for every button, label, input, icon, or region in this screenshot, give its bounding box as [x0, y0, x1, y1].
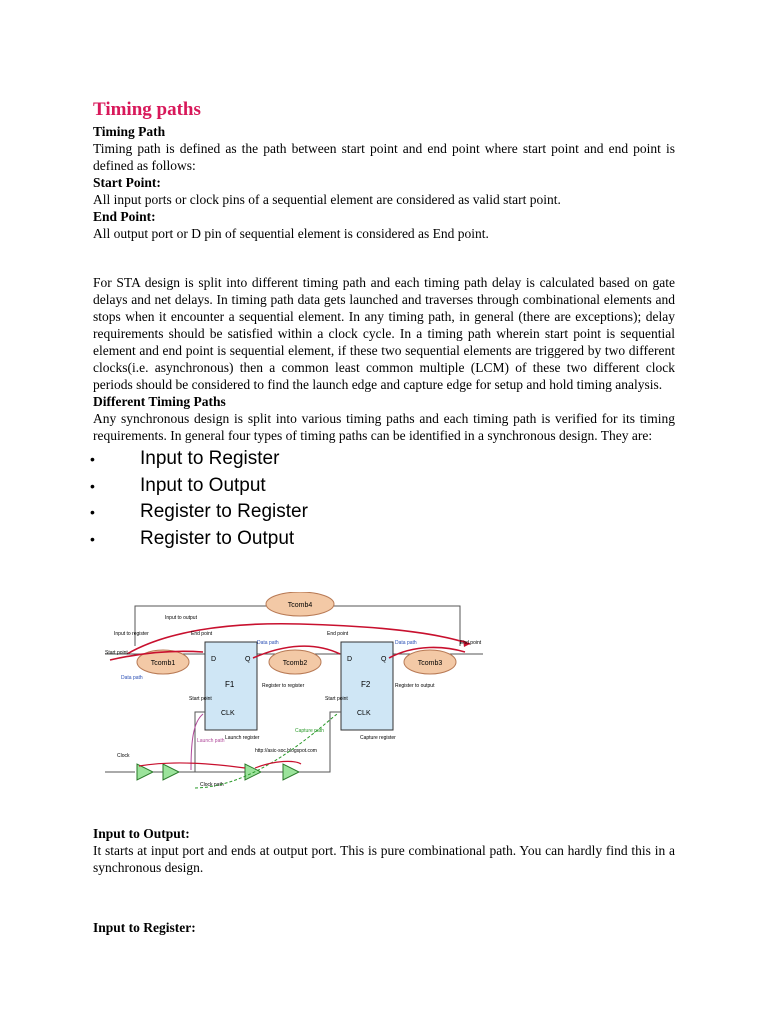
- input-to-register-heading: Input to Register:: [93, 920, 196, 935]
- list-item-label: Register to Register: [140, 501, 308, 522]
- source-url: http://asic-soc.blogspot.com: [255, 748, 317, 754]
- bullet-icon: •: [90, 530, 95, 547]
- timing-path-heading: Timing Path: [93, 124, 166, 139]
- tcomb4-label: Tcomb4: [287, 602, 313, 609]
- end-point-label-3: End point: [460, 640, 482, 646]
- timing-paths-diagram: [105, 592, 483, 792]
- input-to-register-section: [93, 919, 675, 936]
- timing-path-types-list: [90, 446, 675, 552]
- capture-register-label: Capture register: [360, 735, 396, 741]
- different-timing-paths-heading: Different Timing Paths: [93, 394, 226, 409]
- buffer-icon: [163, 764, 179, 780]
- start-point-label-1: Start point: [105, 650, 128, 656]
- end-point-heading: End Point:: [93, 209, 156, 224]
- f1-d-label: D: [211, 656, 217, 663]
- list-item: [90, 499, 675, 526]
- tcomb3-label: Tcomb3: [417, 660, 443, 667]
- bullet-icon: •: [90, 451, 95, 467]
- bullet-icon: •: [90, 477, 95, 494]
- tcomb1-label: Tcomb1: [150, 660, 176, 667]
- timing-path-text: Timing path is defined as the path between start point and end point where start point and end point is defined as follows:: [93, 141, 675, 173]
- data-path-label-2: Data path: [257, 640, 279, 646]
- data-path-label-3: Data path: [395, 640, 417, 646]
- register-to-register-label: Register to register: [262, 683, 305, 689]
- start-point-label-3: Start point: [325, 696, 348, 702]
- capture-path-label: Capture path: [295, 728, 324, 734]
- data-path-label-1: Data path: [121, 675, 143, 681]
- tcomb2-label: Tcomb2: [282, 660, 308, 667]
- document-page: [90, 98, 675, 552]
- list-item-label: Register to Output: [140, 527, 295, 549]
- launch-path-label: Launch path: [197, 738, 225, 744]
- start-point-text: All input ports or clock pins of a sequential element are considered as valid start point.: [93, 192, 561, 207]
- list-item-label: Input to Register: [140, 448, 280, 469]
- launch-register-label: Launch register: [225, 735, 260, 741]
- buffer-icon: [283, 764, 299, 780]
- end-point-label-2: End point: [327, 631, 349, 637]
- f2-label: F2: [361, 680, 371, 689]
- clock-path-label: Clock path: [200, 782, 224, 788]
- input-to-output-label: Input to output: [165, 615, 197, 621]
- f1-clk-label: CLK: [221, 710, 235, 717]
- f2-d-label: D: [347, 656, 353, 663]
- input-to-output-heading: Input to Output:: [93, 826, 190, 841]
- input-to-output-text: It starts at input port and ends at output port. This is pure combinational path. You can hardly find this in a synchronous design.: [93, 843, 675, 875]
- f1-q-label: Q: [245, 656, 251, 663]
- clock-label: Clock: [117, 753, 130, 759]
- sta-paragraph: For STA design is split into different timing path and each timing path delay is calculated based on gate delays and net delays. In timing path data gets launched and traverses through combinational elements and stops when it encounter a sequential element. In any timing path, in general (there are exceptions); delay requirements should be satisfied within a clock cycle. In a timing path wherein start point is sequential element and end point is sequential element, if these two sequential elements are triggered by two different clocks(i.e. asynchronous) then a common least common multiple (LCM) of these two different clock periods should be considered to find the launch edge and capture edge for setup and hold timing analysis.: [93, 275, 675, 392]
- list-item: [90, 473, 675, 500]
- page-title: Timing paths: [93, 99, 201, 120]
- list-item-label: Input to Output: [140, 474, 266, 496]
- f2-clk-label: CLK: [357, 710, 371, 717]
- end-point-label-1: End point: [191, 631, 213, 637]
- different-timing-paths-text: Any synchronous design is split into various timing paths and each timing path is verified for its timing requirements. In general four types of timing paths can be identified in a synchronous design. They are:: [93, 411, 675, 443]
- input-to-output-section: [93, 825, 675, 876]
- register-to-output-label: Register to output: [395, 683, 435, 689]
- f1-label: F1: [225, 680, 235, 689]
- input-to-output-path: [127, 624, 470, 654]
- input-to-register-label: Input to register: [114, 631, 149, 637]
- f2-q-label: Q: [381, 656, 387, 663]
- start-point-label-2: Start point: [189, 696, 212, 702]
- end-point-text: All output port or D pin of sequential element is considered as End point.: [93, 226, 489, 241]
- start-point-heading: Start Point:: [93, 175, 161, 190]
- list-item: [90, 526, 675, 553]
- bullet-icon: •: [90, 504, 95, 520]
- list-item: [90, 446, 675, 473]
